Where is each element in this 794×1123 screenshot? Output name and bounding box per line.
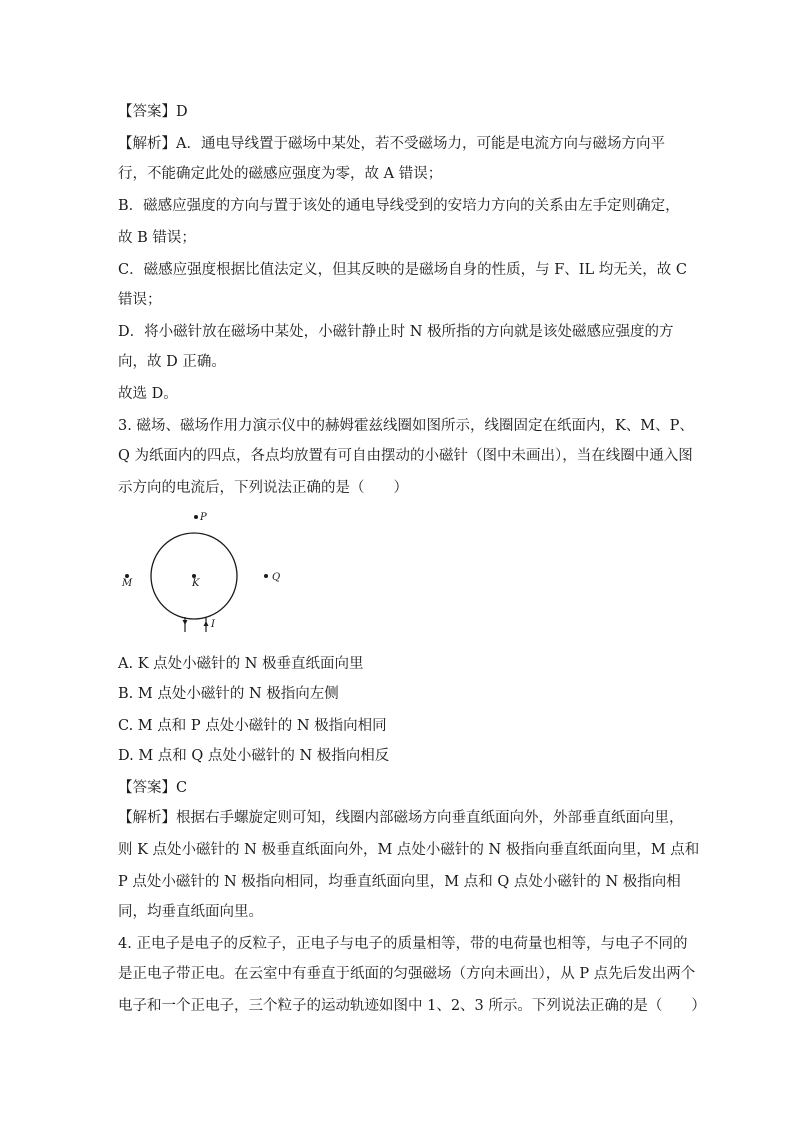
text-line: 故 B 错误；	[118, 230, 196, 246]
label-m: M	[122, 578, 133, 589]
option-d: D. M 点和 Q 点处小磁针的 N 极指向相反	[118, 748, 390, 764]
text-line: D．将小磁针放在磁场中某处，小磁针静止时 N 极所指的方向就是该处磁感应强度的方	[118, 324, 674, 340]
text-line: 同，均垂直纸面向里。	[118, 904, 263, 920]
option-a: A. K 点处小磁针的 N 极垂直纸面向里	[118, 656, 364, 672]
text-line: 行，不能确定此处的磁感应强度为零，故 A 错误；	[118, 166, 443, 182]
question-3-stem: Q 为纸面内的四点，各点均放置有可自由摆动的小磁针（图中未画出），当在线圈中通入图	[118, 448, 693, 464]
question-4-stem: 是正电子带正电。在云室中有垂直于纸面的匀强磁场（方向未画出），从 P 点先后发出两个	[118, 966, 696, 982]
text-line: 则 K 点处小磁针的 N 极垂直纸面向外，M 点处小磁针的 N 极指向垂直纸面向里，M 点和	[118, 842, 700, 858]
question-3-stem: 示方向的电流后，下列说法正确的是（ ）	[118, 480, 408, 496]
option-c: C. M 点和 P 点处小磁针的 N 极指向相同	[118, 718, 387, 734]
label-i: I	[211, 619, 215, 630]
text-line: C．磁感应强度根据比值法定义，但其反映的是磁场自身的性质，与 F、IL 均无关，故 C	[118, 262, 687, 278]
label-k: K	[192, 578, 200, 589]
question-4-stem: 电子和一个正电子，三个粒子的运动轨迹如图中 1、2、3 所示。下列说法正确的是（ ）	[118, 998, 706, 1014]
text-line: 向，故 D 正确。	[118, 354, 226, 370]
question-3-stem: 3. 磁场、磁场作用力演示仪中的赫姆霍兹线圈如图所示，线圈固定在纸面内，K、M、P、	[118, 418, 694, 434]
text-line: 【解析】根据右手螺旋定则可知，线圈内部磁场方向垂直纸面向外，外部垂直纸面向里，	[118, 810, 684, 826]
text-line: P 点处小磁针的 N 极指向相同，均垂直纸面向里，M 点和 Q 点处小磁针的 N 极指向相	[118, 874, 681, 890]
text-line: 故选 D。	[118, 386, 178, 402]
option-b: B. M 点处小磁针的 N 极指向左侧	[118, 686, 339, 702]
text-line: B．磁感应强度的方向与置于该处的通电导线受到的安培力方向的关系由左手定则确定，	[118, 198, 680, 214]
answer-label-1: 【答案】D	[118, 104, 188, 120]
label-p: P	[200, 512, 207, 523]
point-q-dot	[264, 574, 268, 578]
text-line: 【解析】A．通电导线置于磁场中某处，若不受磁场力，可能是电流方向与磁场方向平	[118, 136, 665, 152]
point-p-dot	[194, 515, 198, 519]
label-q: Q	[272, 572, 281, 583]
current-arrow-up-icon	[204, 621, 209, 626]
question-4-stem: 4. 正电子是电子的反粒子，正电子与电子的质量相等，带的电荷量也相等，与电子不同的	[118, 936, 688, 952]
answer-label-2: 【答案】C	[118, 780, 188, 796]
text-line: 错误；	[118, 292, 162, 308]
current-arrow-down-icon	[183, 620, 188, 625]
coil-figure	[114, 506, 314, 636]
